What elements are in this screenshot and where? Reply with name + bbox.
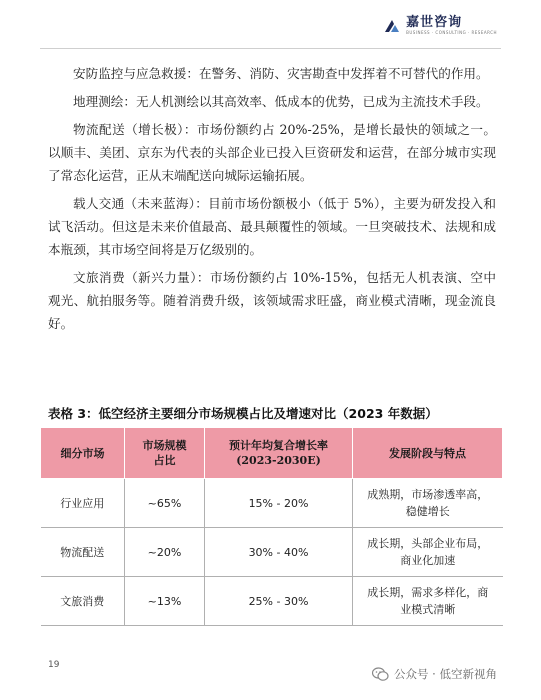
cell-segment: 物流配送: [41, 528, 125, 577]
logo-mark-icon: [383, 17, 401, 35]
header-segment: [41, 428, 125, 479]
cell-stage: 成熟期，市场渗透率高， 稳健增长: [353, 479, 503, 528]
page-number: 19: [48, 660, 60, 670]
table-row: [41, 528, 503, 577]
header-cagr-label: 预计年均复合增长率 (2023-2030E): [229, 439, 328, 467]
cell-stage: 成长期，需求多样化，商 业模式清晰: [353, 577, 503, 626]
cell-segment: 行业应用: [41, 479, 125, 528]
header-stage-label: 发展阶段与特点: [389, 446, 466, 460]
watermark-text: 公众号 · 低空新视角: [394, 667, 497, 681]
cell-share: ~13%: [125, 577, 205, 626]
paragraph-security: 安防监控与应急救援：在警务、消防、灾害勘查中发挥着不可替代的作用。: [73, 66, 489, 81]
table-row: [41, 479, 503, 528]
cell-cagr: 25% - 30%: [205, 577, 353, 626]
header-share-label: 市场规模 占比: [142, 439, 187, 467]
cell-share: ~20%: [125, 528, 205, 577]
cell-share: ~65%: [125, 479, 205, 528]
header-share: [125, 428, 205, 479]
cell-segment: 文旅消费: [41, 577, 125, 626]
wechat-watermark: [372, 666, 497, 682]
cell-cagr: 15% - 20%: [205, 479, 353, 528]
header-stage: [353, 428, 503, 479]
market-share-table: [40, 427, 503, 626]
cell-cagr: 30% - 40%: [205, 528, 353, 577]
table-header-row: [41, 428, 503, 479]
table-row: [41, 577, 503, 626]
company-logo: [383, 16, 497, 35]
logo-subtext: BUSINESS · CONSULTING · RESEARCH: [406, 30, 497, 35]
table-caption: 表格 3：低空经济主要细分市场规模占比及增速对比（2023 年数据）: [48, 406, 438, 421]
paragraph-tourism: 文旅消费（新兴力量）：市场份额约占 10%-15%，包括无人机表演、空中观光、航拍服务等。随着消费升级，该领域需求旺盛，商业模式清晰，现金流良好。: [48, 270, 496, 331]
header-segment-label: 细分市场: [60, 446, 105, 460]
body-text: [48, 62, 496, 340]
paragraph-logistics: 物流配送（增长极）：市场份额约占 20%-25%，是增长最快的领域之一。以顺丰、美团、京东为代表的头部企业已投入巨资研发和运营，在部分城市实现了常态化运营，正从末端配送向城际运输拓展。: [48, 122, 496, 183]
header-divider: [40, 48, 501, 49]
header-cagr: [205, 428, 353, 479]
cell-stage: 成长期，头部企业布局， 商业化加速: [353, 528, 503, 577]
paragraph-passenger: 载人交通（未来蓝海）：目前市场份额极小（低于 5%），主要为研发投入和试飞活动。但这是未来价值最高、最具颠覆性的领域。一旦突破技术、法规和成本瓶颈，其市场空间将是万亿级别的。: [48, 196, 496, 257]
paragraph-mapping: 地理测绘：无人机测绘以其高效率、低成本的优势，已成为主流技术手段。: [73, 94, 489, 109]
logo-text: 嘉世咨询: [406, 15, 463, 30]
wechat-icon: [372, 667, 389, 682]
